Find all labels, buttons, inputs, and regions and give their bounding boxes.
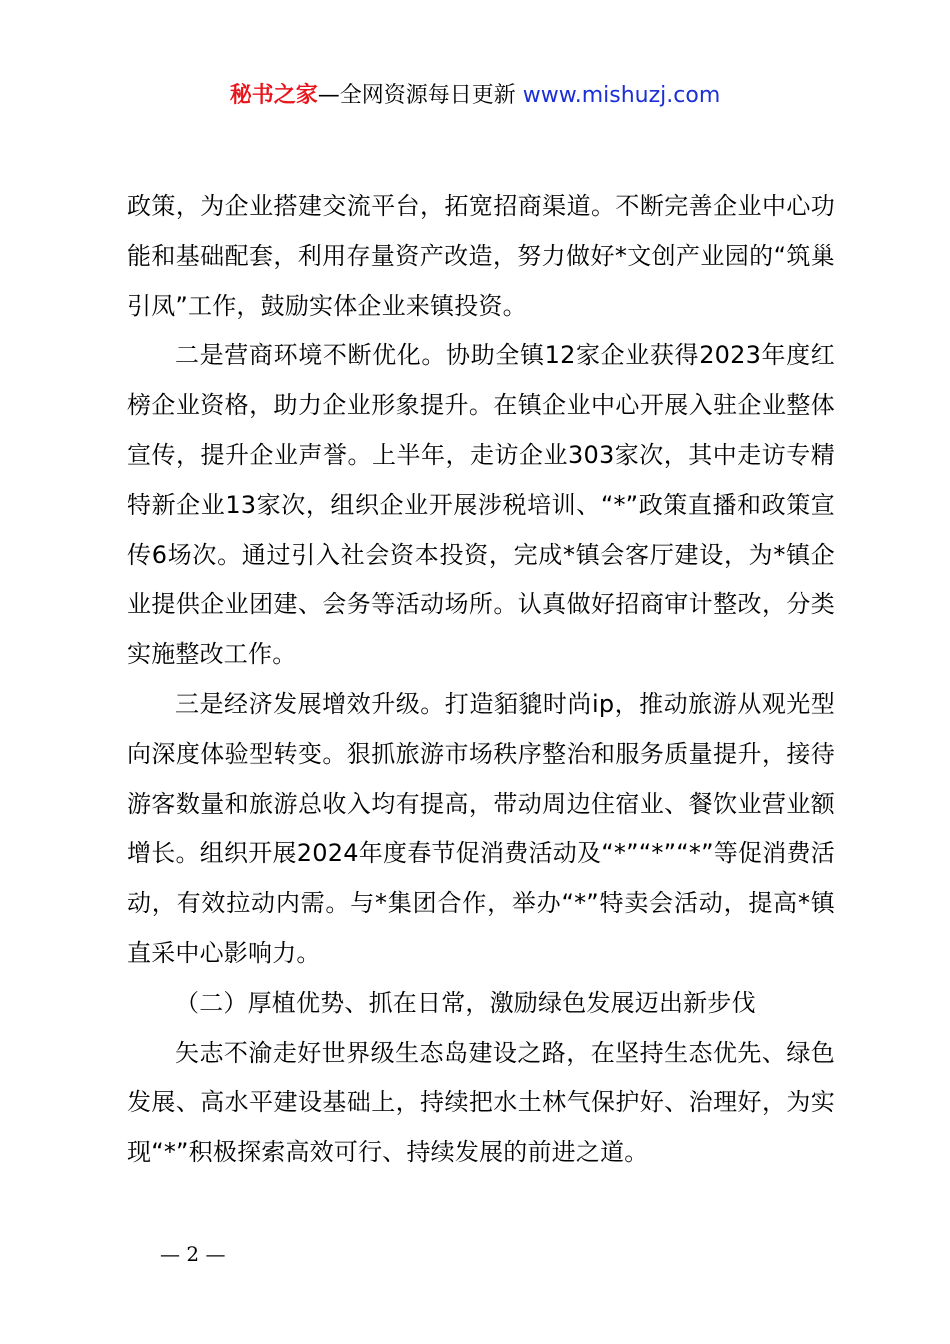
paragraph-ecological-island: 矢志不渝走好世界级生态岛建设之路，在坚持生态优先、绿色发展、高水平建设基础上，持续把水土林气保护好、治理好，为实现“*”积极探索高效可行、持续发展的前进之道。 [127,1038,835,1167]
paragraph-continued: 政策，为企业搭建交流平台，拓宽招商渠道。不断完善企业中心功能和基础配套，利用存量资产改造，努力做好*文创产业园的“筑巢引凤”工作，鼓励实体企业来镇投资。 [127,192,835,320]
site-header [0,80,950,112]
paragraph-business-environment: 二是营商环境不断优化。协助全镇12家企业获得2023年度红榜企业资格，助力企业形象提升。在镇企业中心开展入驻企业整体宣传，提升企业声誉。上半年，走访企业303家次，其中走访专精特新企业13家次，组织企业开展涉税培训、“*”政策直播和政策宣传6场次。通过引入社会资本投资，完成*镇会客厅建设，为*镇企业提供企业团建、会务等活动场所。认真做好招商审计整改，分类实施整改工作。 [127,341,835,669]
site-brand: 秘书之家 [229,83,318,108]
section-heading-green-development: （二）厚植优势、抓在日常，激励绿色发展迈出新步伐 [175,988,756,1017]
paragraph-economic-development: 三是经济发展增效升级。打造貊貔时尚ip，推动旅游从观光型向深度体验型转变。狠抓旅游市场秩序整治和服务质量提升，接待游客数量和旅游总收入均有提高，带动周边住宿业、餐饮业营业额增长。组织开展2024年度春节促消费活动及“*”“*”“*”等促消费活动，有效拉动内需。与*集团合作，举办“*”特卖会活动，提高*镇直采中心影响力。 [127,689,835,967]
page-number: — 2 — [160,1242,226,1266]
site-tagline: —全网资源每日更新 [317,83,523,108]
site-url-link[interactable]: www.mishuzj.com [522,83,721,108]
document-body [127,182,835,1178]
